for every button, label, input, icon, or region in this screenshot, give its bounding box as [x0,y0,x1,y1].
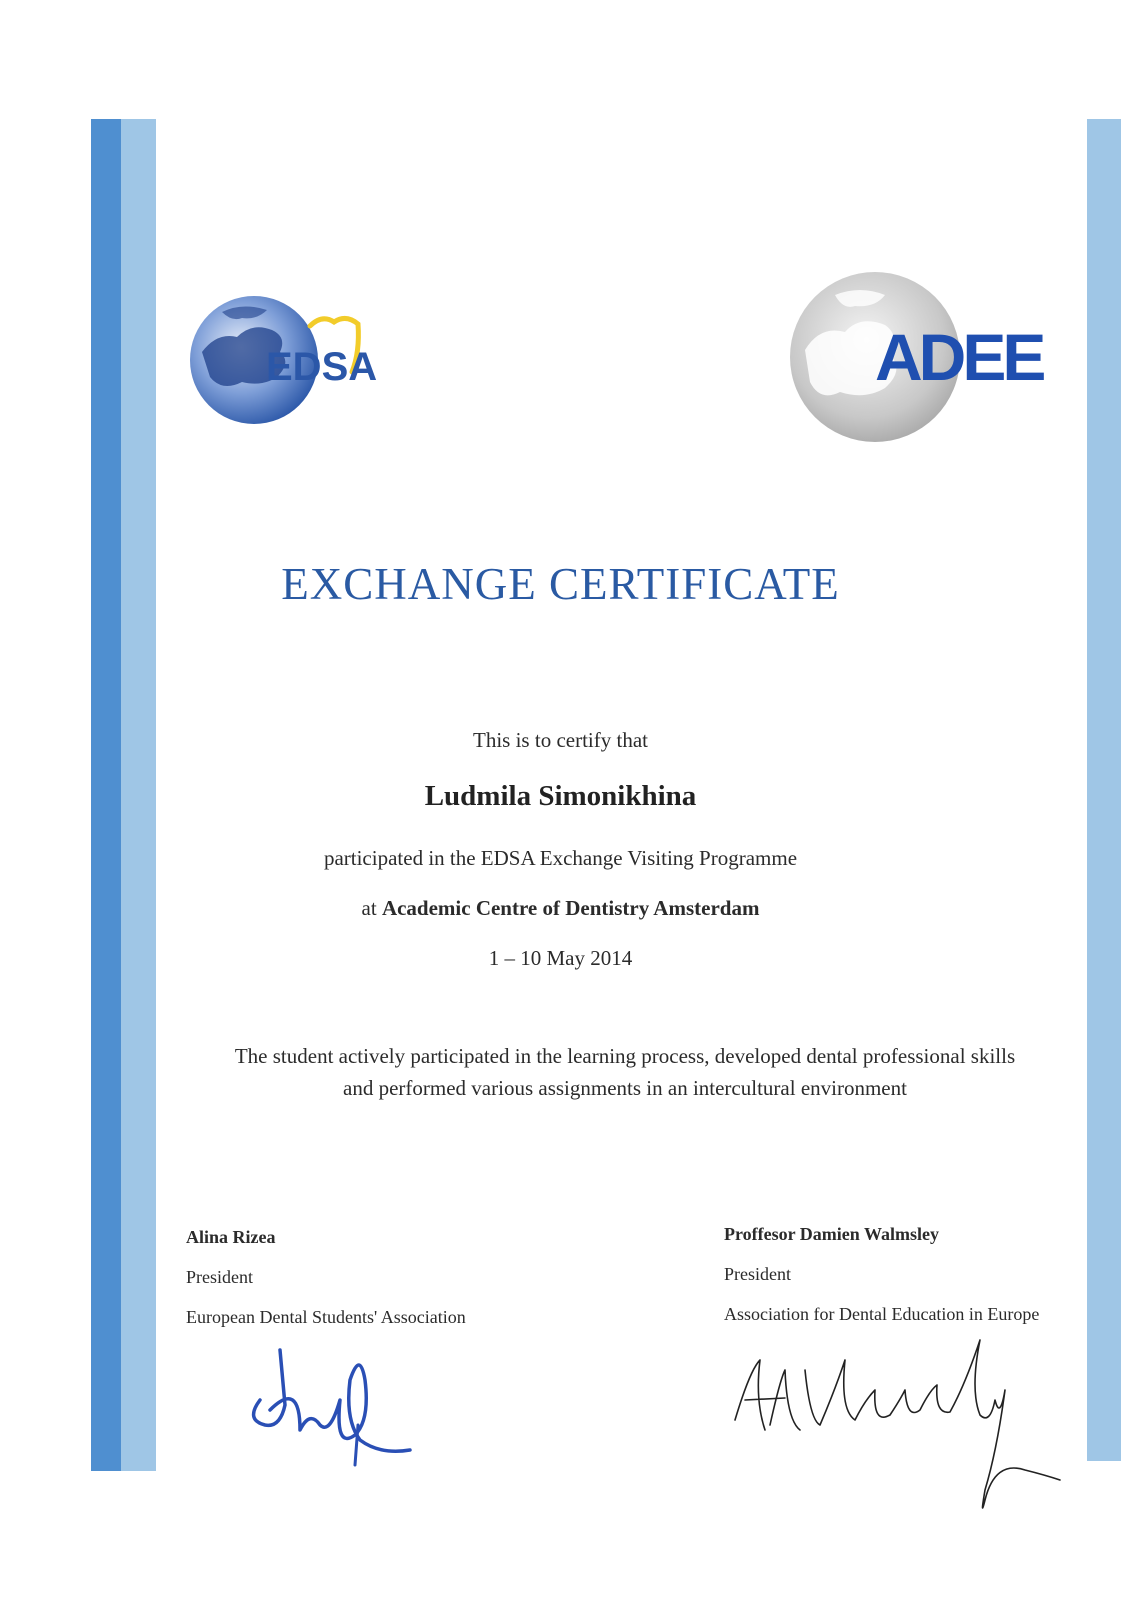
certificate-title: EXCHANGE CERTIFICATE [281,559,840,609]
place-prefix: at [361,896,377,920]
place-line [0,896,1121,921]
signature-right [725,1330,1065,1550]
programme-dates: 1 – 10 May 2014 [488,946,633,970]
place-name: Academic Centre of Dentistry Amsterdam [381,896,760,920]
signatory-left-name: Alina Rizea [186,1227,276,1247]
signatory-right-organization: Association for Dental Education in Europe [724,1304,1040,1324]
signatory-left [186,1227,466,1327]
signatory-left-organization: European Dental Students' Association [186,1307,466,1327]
certify-line: This is to certify that [473,728,648,752]
signatory-left-role: President [186,1267,253,1287]
statement-line-1: The student actively participated in the learning process, developed dental professional skills [234,1044,1016,1068]
signatory-right [724,1224,1039,1324]
statement-line-2: and performed various assignments in an intercultural environment [343,1076,907,1100]
adee-logo [775,270,1075,445]
edsa-logo-text: EDSA [266,345,378,389]
recipient-name: Ludmila Simonikhina [424,780,697,812]
adee-logo-text: ADEE [875,320,1043,394]
programme-line: participated in the EDSA Exchange Visiting Programme [323,846,798,870]
signatory-right-role: President [724,1264,791,1284]
edsa-logo [182,292,382,432]
statement [190,1040,1060,1104]
signature-left [240,1340,420,1470]
signatory-right-name: Proffesor Damien Walmsley [724,1224,939,1244]
